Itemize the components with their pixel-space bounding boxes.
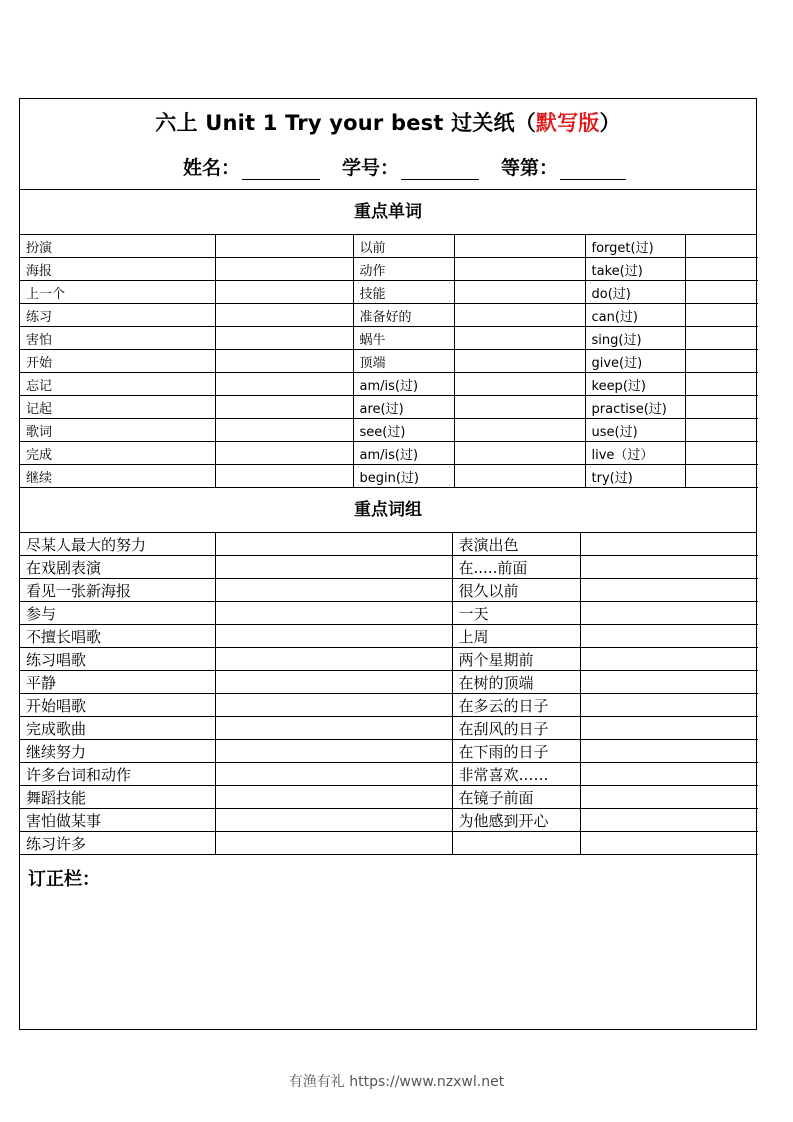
answer-cell[interactable] bbox=[215, 763, 452, 786]
word-prompt: am/is(过) bbox=[353, 373, 454, 396]
answer-cell[interactable] bbox=[454, 281, 585, 304]
phrase-prompt: 上周 bbox=[452, 625, 580, 648]
answer-cell[interactable] bbox=[215, 602, 452, 625]
table-row bbox=[20, 442, 758, 465]
table-row bbox=[20, 235, 758, 258]
answer-cell[interactable] bbox=[215, 786, 452, 809]
student-info bbox=[183, 153, 648, 180]
table-row bbox=[20, 350, 758, 373]
phrase-prompt bbox=[452, 832, 580, 855]
phrase-prompt: 尽某人最大的努力 bbox=[20, 533, 215, 556]
word-prompt: 记起 bbox=[20, 396, 215, 419]
table-row bbox=[20, 786, 758, 809]
phrase-prompt: 一天 bbox=[452, 602, 580, 625]
answer-cell[interactable] bbox=[215, 533, 452, 556]
word-prompt: sing(过) bbox=[585, 327, 685, 350]
phrase-prompt: 看见一张新海报 bbox=[20, 579, 215, 602]
word-prompt: 忘记 bbox=[20, 373, 215, 396]
word-prompt: 蜗牛 bbox=[353, 327, 454, 350]
answer-cell[interactable] bbox=[580, 533, 758, 556]
answer-cell[interactable] bbox=[215, 442, 353, 465]
word-prompt: 以前 bbox=[353, 235, 454, 258]
word-prompt: 开始 bbox=[20, 350, 215, 373]
answer-cell[interactable] bbox=[215, 809, 452, 832]
word-prompt: are(过) bbox=[353, 396, 454, 419]
table-row bbox=[20, 648, 758, 671]
words-heading: 重点单词 bbox=[20, 190, 756, 235]
answer-cell[interactable] bbox=[215, 327, 353, 350]
phrase-prompt: 不擅长唱歌 bbox=[20, 625, 215, 648]
table-row bbox=[20, 763, 758, 786]
answer-cell[interactable] bbox=[685, 350, 758, 373]
word-prompt: try(过) bbox=[585, 465, 685, 488]
word-prompt: live（过） bbox=[585, 442, 685, 465]
answer-cell[interactable] bbox=[580, 740, 758, 763]
word-prompt: 练习 bbox=[20, 304, 215, 327]
title-suffix: ） bbox=[599, 111, 621, 135]
phrases-heading: 重点词组 bbox=[20, 488, 756, 533]
answer-cell[interactable] bbox=[685, 419, 758, 442]
answer-cell[interactable] bbox=[580, 602, 758, 625]
answer-cell[interactable] bbox=[215, 465, 353, 488]
word-prompt: 上一个 bbox=[20, 281, 215, 304]
word-prompt: 歌词 bbox=[20, 419, 215, 442]
answer-cell[interactable] bbox=[580, 648, 758, 671]
phrase-prompt: 在.....前面 bbox=[452, 556, 580, 579]
word-prompt: 完成 bbox=[20, 442, 215, 465]
answer-cell[interactable] bbox=[215, 235, 353, 258]
grade-blank[interactable] bbox=[560, 161, 626, 180]
phrase-prompt: 练习许多 bbox=[20, 832, 215, 855]
number-label: 学号： bbox=[342, 157, 400, 179]
worksheet-title bbox=[20, 107, 756, 137]
answer-cell[interactable] bbox=[454, 419, 585, 442]
answer-cell[interactable] bbox=[580, 579, 758, 602]
answer-cell[interactable] bbox=[580, 671, 758, 694]
answer-cell[interactable] bbox=[454, 396, 585, 419]
table-row bbox=[20, 579, 758, 602]
table-row bbox=[20, 304, 758, 327]
name-blank[interactable] bbox=[242, 161, 320, 180]
word-prompt: 继续 bbox=[20, 465, 215, 488]
word-prompt: use(过) bbox=[585, 419, 685, 442]
answer-cell[interactable] bbox=[215, 350, 353, 373]
word-prompt: give(过) bbox=[585, 350, 685, 373]
answer-cell[interactable] bbox=[215, 258, 353, 281]
answer-cell[interactable] bbox=[215, 648, 452, 671]
answer-cell[interactable] bbox=[685, 465, 758, 488]
word-prompt: begin(过) bbox=[353, 465, 454, 488]
name-field bbox=[183, 153, 320, 180]
table-row bbox=[20, 258, 758, 281]
word-prompt: take(过) bbox=[585, 258, 685, 281]
phrase-prompt: 很久以前 bbox=[452, 579, 580, 602]
answer-cell[interactable] bbox=[215, 419, 353, 442]
title-area bbox=[20, 99, 756, 190]
word-prompt: 扮演 bbox=[20, 235, 215, 258]
word-prompt: forget(过) bbox=[585, 235, 685, 258]
table-row bbox=[20, 625, 758, 648]
answer-cell[interactable] bbox=[580, 694, 758, 717]
phrase-prompt: 继续努力 bbox=[20, 740, 215, 763]
table-row bbox=[20, 373, 758, 396]
answer-cell[interactable] bbox=[454, 258, 585, 281]
word-prompt: do(过) bbox=[585, 281, 685, 304]
table-row bbox=[20, 694, 758, 717]
table-row bbox=[20, 717, 758, 740]
correction-label: 订正栏： bbox=[28, 869, 100, 890]
phrase-prompt: 两个星期前 bbox=[452, 648, 580, 671]
grade-label: 等第： bbox=[501, 157, 559, 179]
word-prompt: can(过) bbox=[585, 304, 685, 327]
answer-cell[interactable] bbox=[580, 832, 758, 855]
footer-watermark: 有渔有礼 https://www.nzxwl.net bbox=[288, 1074, 505, 1090]
answer-cell[interactable] bbox=[685, 373, 758, 396]
answer-cell[interactable] bbox=[215, 832, 452, 855]
number-field bbox=[342, 153, 479, 180]
answer-cell[interactable] bbox=[685, 281, 758, 304]
answer-cell[interactable] bbox=[580, 556, 758, 579]
table-row bbox=[20, 419, 758, 442]
table-row bbox=[20, 809, 758, 832]
table-row bbox=[20, 327, 758, 350]
answer-cell[interactable] bbox=[215, 556, 452, 579]
number-blank[interactable] bbox=[401, 161, 479, 180]
answer-cell[interactable] bbox=[215, 373, 353, 396]
answer-cell[interactable] bbox=[580, 763, 758, 786]
phrase-prompt: 许多台词和动作 bbox=[20, 763, 215, 786]
phrase-prompt: 在树的顶端 bbox=[452, 671, 580, 694]
title-prefix: 六上 Unit 1 Try your best 过关纸（ bbox=[155, 111, 536, 135]
answer-cell[interactable] bbox=[215, 740, 452, 763]
answer-cell[interactable] bbox=[215, 717, 452, 740]
title-highlight: 默写版 bbox=[535, 111, 600, 135]
worksheet bbox=[19, 98, 757, 1030]
table-row bbox=[20, 556, 758, 579]
table-row bbox=[20, 740, 758, 763]
answer-cell[interactable] bbox=[454, 350, 585, 373]
word-prompt: 准备好的 bbox=[353, 304, 454, 327]
word-prompt: 顶端 bbox=[353, 350, 454, 373]
phrase-prompt: 在刮风的日子 bbox=[452, 717, 580, 740]
phrase-prompt: 非常喜欢…… bbox=[452, 763, 580, 786]
phrase-prompt: 害怕做某事 bbox=[20, 809, 215, 832]
word-prompt: 动作 bbox=[353, 258, 454, 281]
phrase-prompt: 在下雨的日子 bbox=[452, 740, 580, 763]
phrase-prompt: 在多云的日子 bbox=[452, 694, 580, 717]
answer-cell[interactable] bbox=[454, 304, 585, 327]
answer-cell[interactable] bbox=[454, 373, 585, 396]
answer-cell[interactable] bbox=[580, 717, 758, 740]
word-prompt: keep(过) bbox=[585, 373, 685, 396]
answer-cell[interactable] bbox=[454, 327, 585, 350]
table-row bbox=[20, 533, 758, 556]
word-prompt: am/is(过) bbox=[353, 442, 454, 465]
answer-cell[interactable] bbox=[215, 625, 452, 648]
phrase-prompt: 平静 bbox=[20, 671, 215, 694]
answer-cell[interactable] bbox=[215, 281, 353, 304]
table-row bbox=[20, 602, 758, 625]
answer-cell[interactable] bbox=[685, 258, 758, 281]
word-prompt: 害怕 bbox=[20, 327, 215, 350]
phrase-prompt: 开始唱歌 bbox=[20, 694, 215, 717]
phrase-prompt: 表演出色 bbox=[452, 533, 580, 556]
answer-cell[interactable] bbox=[685, 396, 758, 419]
word-prompt: see(过) bbox=[353, 419, 454, 442]
phrase-prompt: 舞蹈技能 bbox=[20, 786, 215, 809]
phrase-prompt: 参与 bbox=[20, 602, 215, 625]
correction-area[interactable] bbox=[20, 855, 756, 1029]
words-table bbox=[20, 235, 758, 488]
table-row bbox=[20, 465, 758, 488]
answer-cell[interactable] bbox=[454, 465, 585, 488]
table-row bbox=[20, 832, 758, 855]
answer-cell[interactable] bbox=[215, 671, 452, 694]
answer-cell[interactable] bbox=[685, 304, 758, 327]
word-prompt: practise(过) bbox=[585, 396, 685, 419]
answer-cell[interactable] bbox=[215, 694, 452, 717]
table-row bbox=[20, 396, 758, 419]
answer-cell[interactable] bbox=[580, 625, 758, 648]
answer-cell[interactable] bbox=[215, 396, 353, 419]
answer-cell[interactable] bbox=[685, 327, 758, 350]
phrase-prompt: 练习唱歌 bbox=[20, 648, 215, 671]
table-row bbox=[20, 281, 758, 304]
table-row bbox=[20, 671, 758, 694]
grade-field bbox=[501, 153, 626, 180]
answer-cell[interactable] bbox=[580, 809, 758, 832]
word-prompt: 技能 bbox=[353, 281, 454, 304]
answer-cell[interactable] bbox=[215, 579, 452, 602]
answer-cell[interactable] bbox=[685, 235, 758, 258]
answer-cell[interactable] bbox=[215, 304, 353, 327]
phrase-prompt: 为他感到开心 bbox=[452, 809, 580, 832]
answer-cell[interactable] bbox=[454, 235, 585, 258]
phrase-prompt: 在戏剧表演 bbox=[20, 556, 215, 579]
phrase-prompt: 在镜子前面 bbox=[452, 786, 580, 809]
answer-cell[interactable] bbox=[685, 442, 758, 465]
phrase-prompt: 完成歌曲 bbox=[20, 717, 215, 740]
answer-cell[interactable] bbox=[454, 442, 585, 465]
phrases-table bbox=[20, 533, 758, 855]
answer-cell[interactable] bbox=[580, 786, 758, 809]
name-label: 姓名： bbox=[183, 157, 241, 179]
word-prompt: 海报 bbox=[20, 258, 215, 281]
